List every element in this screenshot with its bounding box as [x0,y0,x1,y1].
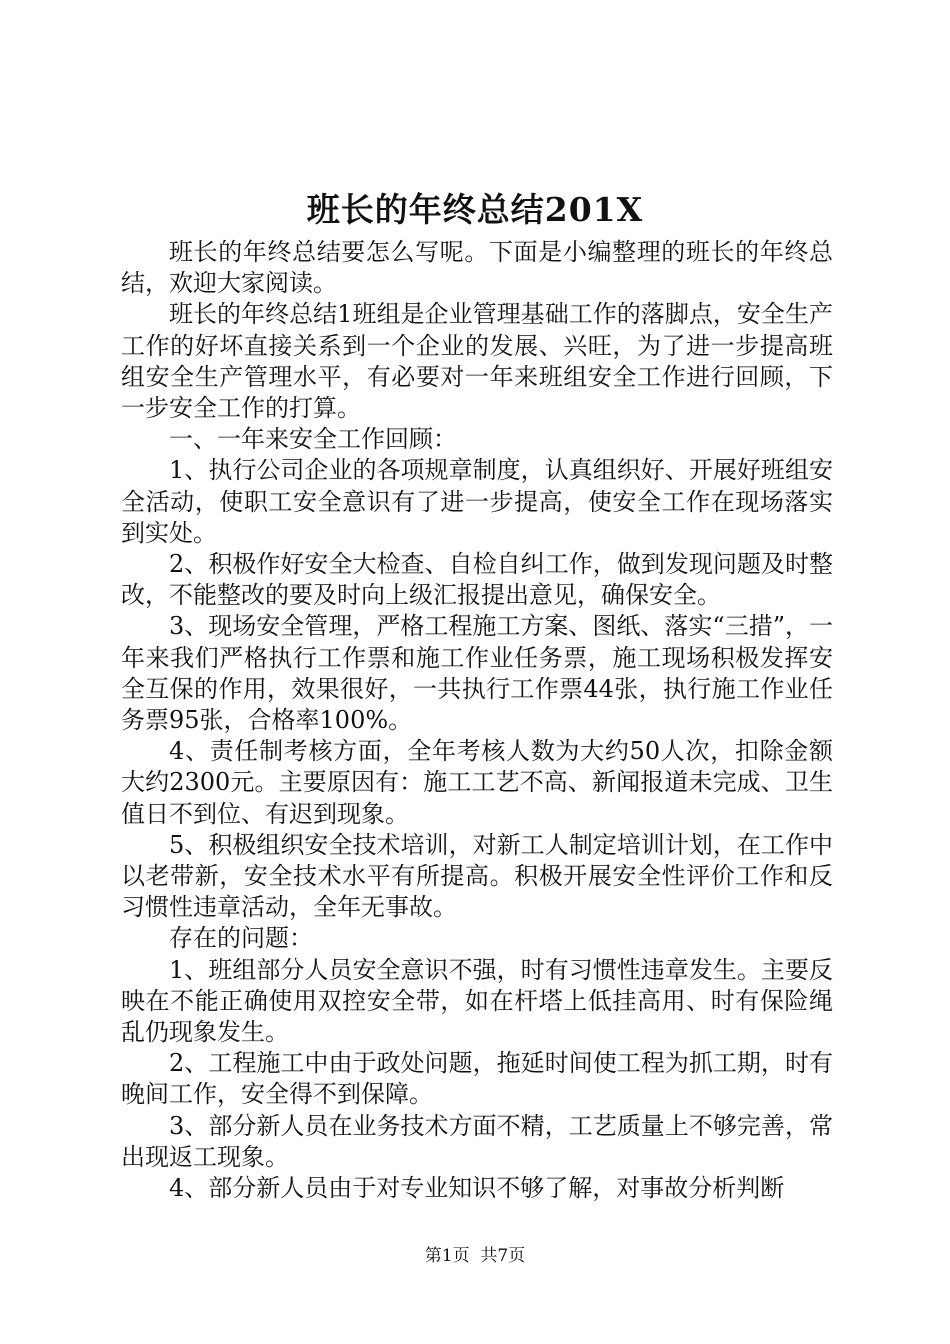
list-item: 2、工程施工中由于政处问题，拖延时间使工程为抓工期，时有晚间工作，安全得不到保障。 [121,1049,833,1109]
paragraph: 班长的年终总结1班组是企业管理基础工作的落脚点，安全生产工作的好坏直接关系到一个企业的发展、兴旺，为了进一步提高班组安全生产管理水平，有必要对一年来班组安全工作进行回顾，下一步安全工作的打算。 [121,300,833,423]
list-item: 3、现场安全管理，严格工程施工方案、图纸、落实“三措”，一年来我们严格执行工作票和施工作业任务票，施工现场积极发挥安全互保的作用，效果很好，一共执行工作票44张，执行施工作业任务票95张，合格率100%。 [121,612,833,735]
list-item: 4、部分新人员由于对专业知识不够了解，对事故分析判断 [169,1174,785,1203]
list-item: 1、班组部分人员安全意识不强，时有习惯性违章发生。主要反映在不能正确使用双控安全带，如在杆塔上低挂高用、时有保险绳乱仍现象发生。 [121,955,833,1047]
list-item: 2、积极作好安全大检查、自检自纠工作，做到发现问题及时整改，不能整改的要及时向上级汇报提出意见，确保安全。 [121,550,833,610]
paragraph: 班长的年终总结要怎么写呢。下面是小编整理的班长的年终总结，欢迎大家阅读。 [121,238,833,298]
page-footer [0,1244,950,1268]
page-number: 第1页 [424,1246,470,1266]
page-total: 共7页 [480,1246,526,1266]
list-item: 1、执行公司企业的各项规章制度，认真组织好、开展好班组安全活动，使职工安全意识有了进一步提高，使安全工作在现场落实到实处。 [121,456,833,547]
section-heading: 一、一年来安全工作回顾： [169,425,457,454]
list-item: 5、积极组织安全技术培训，对新工人制定培训计划，在工作中以老带新，安全技术水平有所提高。积极开展安全性评价工作和反习惯性违章活动，全年无事故。 [121,830,833,922]
page-title: 班长的年终总结201X [306,190,644,229]
document-body [121,237,833,1204]
list-item: 3、部分新人员在业务技术方面不精，工艺质量上不够完善，常出现返工现象。 [121,1111,833,1171]
section-heading: 存在的问题： [169,924,313,953]
list-item: 4、责任制考核方面，全年考核人数为大约50人次，扣除金额大约2300元。主要原因有：施工工艺不高、新闻报道未完成、卫生值日不到位、有迟到现象。 [121,737,833,828]
